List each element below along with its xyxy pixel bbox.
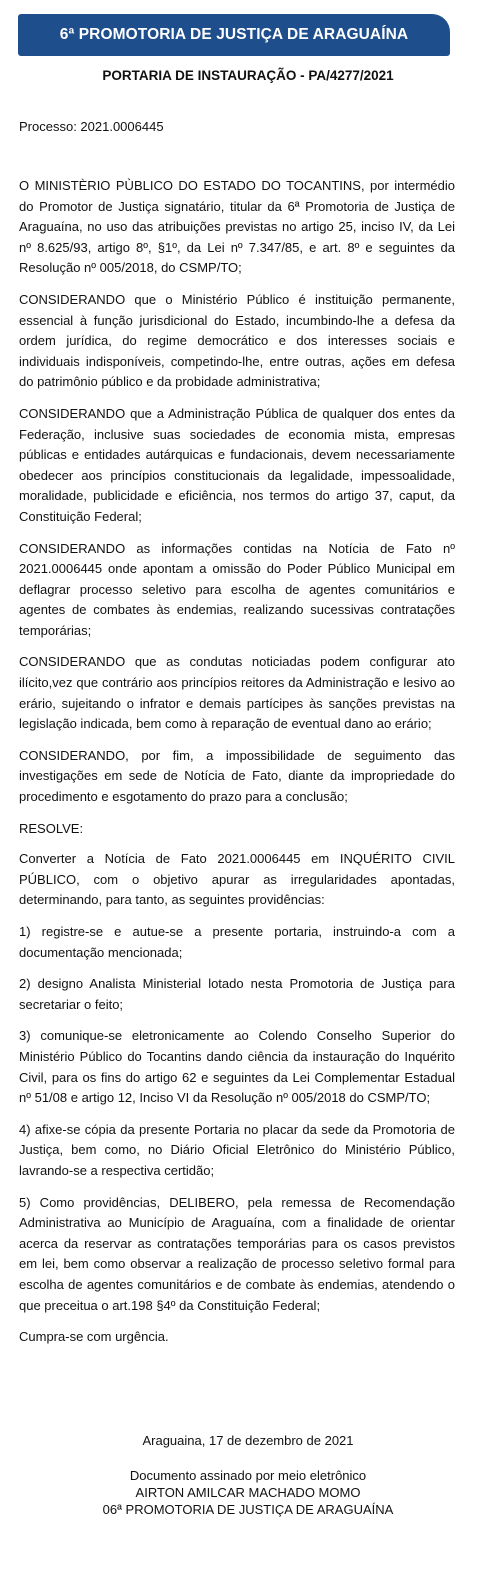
paragraph-closing: Cumpra-se com urgência.	[19, 1329, 169, 1345]
header-banner	[18, 14, 450, 56]
paragraph-converter: Converter a Notícia de Fato 2021.0006445 em INQUÉRITO CIVIL PÚBLICO, com o objetivo apurar as irregularidades apontadas, determinando, para tanto, as seguintes providências:	[19, 851, 455, 908]
signature-office: 06ª PROMOTORIA DE JUSTIÇA DE ARAGUAÍNA	[102, 1502, 394, 1517]
signature-block	[0, 1467, 496, 1518]
paragraph-preamble: O MINISTÈRIO PÙBLICO DO ESTADO DO TOCANTINS, por intermédio do Promotor de Justiça signatário, titular da 6ª Promotoria de Justiça de Araguaína, no uso das atribuições previstas no artigo 25, inciso IV, da Lei nº 8.625/93, artigo 8º, §1º, da Lei nº 7.347/85, e art. 8º e seguintes da Resolução nº 005/2018, do CSMP/TO;	[19, 178, 455, 276]
document-subtitle: PORTARIA DE INSTAURAÇÃO - PA/4277/2021	[102, 68, 394, 83]
paragraph-considerando-3: CONSIDERANDO as informações contidas na Notícia de Fato nº 2021.0006445 onde apontam a omissão do Poder Público Municipal em deflagrar processo seletivo para escolha de agentes comunitários e agentes de combates às endemias, realizando sucessivas contratações temporárias;	[19, 540, 455, 638]
paragraph-considerando-1: CONSIDERANDO que o Ministério Público é instituição permanente, essencial à função jurisdicional do Estado, incumbindo-lhe a defesa da ordem jurídica, do regime democrático e dos interesses sociais e individuais indisponíveis, competindo-lhe, entre outras, ações em defesa do patrimônio público e da probidade administrativa;	[19, 291, 455, 390]
paragraph-considerando-5: CONSIDERANDO, por fim, a impossibilidade de seguimento das investigações em sede de Notícia de Fato, diante da impropriedade do procedimento e esgotamento do prazo para a conclusão;	[19, 747, 455, 805]
paragraph-item-2: 2) designo Analista Ministerial lotado nesta Promotoria de Justiça para secretariar o feito;	[19, 976, 455, 1012]
paragraph-considerando-4: CONSIDERANDO que as condutas noticiadas podem configurar ato ilícito,vez que contrário aos princípios reitores da Administração e lesivo ao erário, sujeitando o infrator e demais partícipes às sanções previstas na legislação indicada, bem como à reparação de eventual dano ao erário;	[19, 654, 455, 732]
paragraph-item-5: 5) Como providências, DELIBERO, pela remessa de Recomendação Administrativa ao Município de Araguaína, com a finalidade de orientar acerca da reservar as contratações temporárias para os casos previstos em lei, bem como observar a realização de processo seletivo formal para escolha de agentes comunitários e de combate às endemias, atendendo o que preceitua o art.198 §4º da Constituição Federal;	[19, 1194, 455, 1313]
signature-name: AIRTON AMILCAR MACHADO MOMO	[135, 1485, 361, 1500]
paragraph-item-4: 4) afixe-se cópia da presente Portaria no placar da sede da Promotoria de Justiça, bem como, no Diário Oficial Eletrônico do Ministério Público, lavrando-se a respectiva certidão;	[19, 1121, 455, 1178]
process-number: Processo: 2021.0006445	[19, 119, 164, 134]
signature-line-electronic: Documento assinado por meio eletrônico	[129, 1468, 367, 1483]
paragraph-item-3: 3) comunique-se eletronicamente ao Colendo Conselho Superior do Ministério Público do Tocantins dando ciência da instauração do Inquérito Civil, para os fins do artigo 62 e seguintes da Lei Complementar Estadual nº 51/08 e artigo 12, Inciso VI da Resolução nº 005/2018 do CSMP/TO;	[19, 1028, 455, 1106]
paragraph-item-1: 1) registre-se e autue-se a presente portaria, instruindo-a com a documentação mencionada;	[19, 924, 455, 960]
document-date: Araguaina, 17 de dezembro de 2021	[142, 1433, 354, 1448]
header-title: 6ª PROMOTORIA DE JUSTIÇA DE ARAGUAÍNA	[59, 26, 409, 43]
document-body	[19, 176, 455, 1358]
paragraph-resolve: RESOLVE:	[19, 820, 84, 836]
paragraph-considerando-2: CONSIDERANDO que a Administração Pública de qualquer dos entes da Federação, inclusive suas sociedades de economia mista, empresas públicas e entidades autárquicas e fundacionais, devem necessariamente obedecer aos princípios constitucionais da legalidade, impessoalidade, moralidade, publicidade e eficiência, nos termos do artigo 37, caput, da Constituição Federal;	[19, 405, 455, 524]
